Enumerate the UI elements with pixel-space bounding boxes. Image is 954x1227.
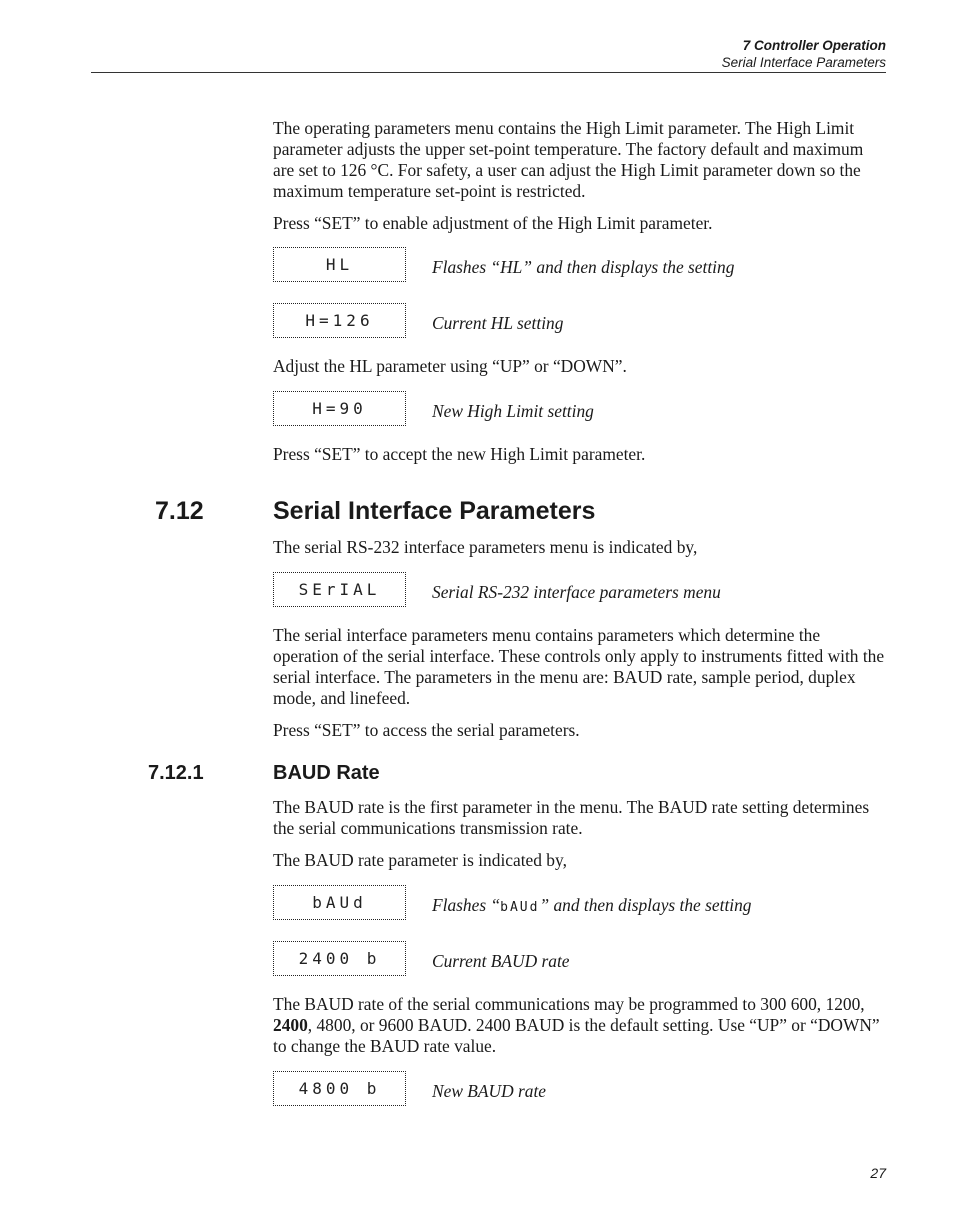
caption-baud-pre: Flashes “ bbox=[432, 895, 501, 915]
lcd-display-serial: SErIAL bbox=[273, 572, 406, 607]
section-title-baud-rate: BAUD Rate bbox=[273, 762, 380, 784]
paragraph-accept-hl: Press “SET” to accept the new High Limit parameter. bbox=[273, 444, 646, 464]
lcd-display-hl-new: H=90 bbox=[273, 391, 406, 426]
lcd-display-hl-current: H=126 bbox=[273, 303, 406, 338]
paragraph-baud-indicated: The BAUD rate parameter is indicated by, bbox=[273, 850, 567, 870]
lcd-display-baud-new: 4800 b bbox=[273, 1071, 406, 1106]
paragraph-high-limit-intro: The operating parameters menu contains the High Limit parameter. The High Limit parameter adjusts the upper set-point temperature. The factory default and maximum are set to 126 °C. For safety, a user can adjust the High Limit parameter down so the maximum temperature set-point is restricted. bbox=[273, 118, 864, 201]
page-number: 27 bbox=[870, 1165, 886, 1181]
caption-hl-current: Current HL setting bbox=[432, 313, 564, 333]
caption-baud-post: ” and then displays the setting bbox=[539, 895, 752, 915]
baud-default-value: 2400 bbox=[273, 1015, 308, 1035]
paragraph-press-set-serial: Press “SET” to access the serial parameters. bbox=[273, 720, 580, 740]
running-header bbox=[722, 37, 886, 71]
section-number-7-12: 7.12 bbox=[155, 497, 204, 525]
caption-hl-new: New High Limit setting bbox=[432, 401, 594, 421]
header-section: Serial Interface Parameters bbox=[721, 55, 886, 70]
paragraph-press-set-hl: Press “SET” to enable adjustment of the High Limit parameter. bbox=[273, 213, 713, 233]
caption-baud-current: Current BAUD rate bbox=[432, 951, 570, 971]
caption-baud-new: New BAUD rate bbox=[432, 1081, 546, 1101]
paragraph-serial-menu-contents: The serial interface parameters menu contains parameters which determine the operation of the serial interface. These controls only apply to instruments fitted with the serial interface. The parameters in the menu are: BAUD rate, sample period, duplex mode, and linefeed. bbox=[273, 625, 885, 708]
lcd-display-hl: HL bbox=[273, 247, 406, 282]
caption-hl: Flashes “HL” and then displays the setting bbox=[432, 257, 735, 277]
header-rule bbox=[91, 72, 886, 73]
baud-options-text-b: , 4800, or 9600 BAUD. 2400 BAUD is the default setting. Use “UP” or “DOWN” to change the BAUD rate value. bbox=[273, 1015, 880, 1056]
paragraph-adjust-hl: Adjust the HL parameter using “UP” or “DOWN”. bbox=[273, 356, 627, 376]
caption-baud-lcd: bAUd bbox=[500, 900, 540, 915]
header-chapter: 7 Controller Operation bbox=[742, 38, 886, 53]
baud-options-text-a: The BAUD rate of the serial communications may be programmed to 300 600, 1200, bbox=[273, 994, 865, 1014]
paragraph-baud-first-param: The BAUD rate is the first parameter in the menu. The BAUD rate setting determines the serial communications transmission rate. bbox=[273, 797, 870, 838]
lcd-display-baud-current: 2400 b bbox=[273, 941, 406, 976]
caption-serial: Serial RS-232 interface parameters menu bbox=[432, 582, 721, 602]
paragraph-serial-menu-indicated: The serial RS-232 interface parameters menu is indicated by, bbox=[273, 537, 698, 557]
lcd-display-baud: bAUd bbox=[273, 885, 406, 920]
section-title-serial-interface: Serial Interface Parameters bbox=[273, 497, 596, 525]
caption-baud bbox=[432, 895, 752, 918]
section-number-7-12-1: 7.12.1 bbox=[148, 762, 204, 784]
paragraph-baud-options bbox=[273, 994, 888, 1057]
